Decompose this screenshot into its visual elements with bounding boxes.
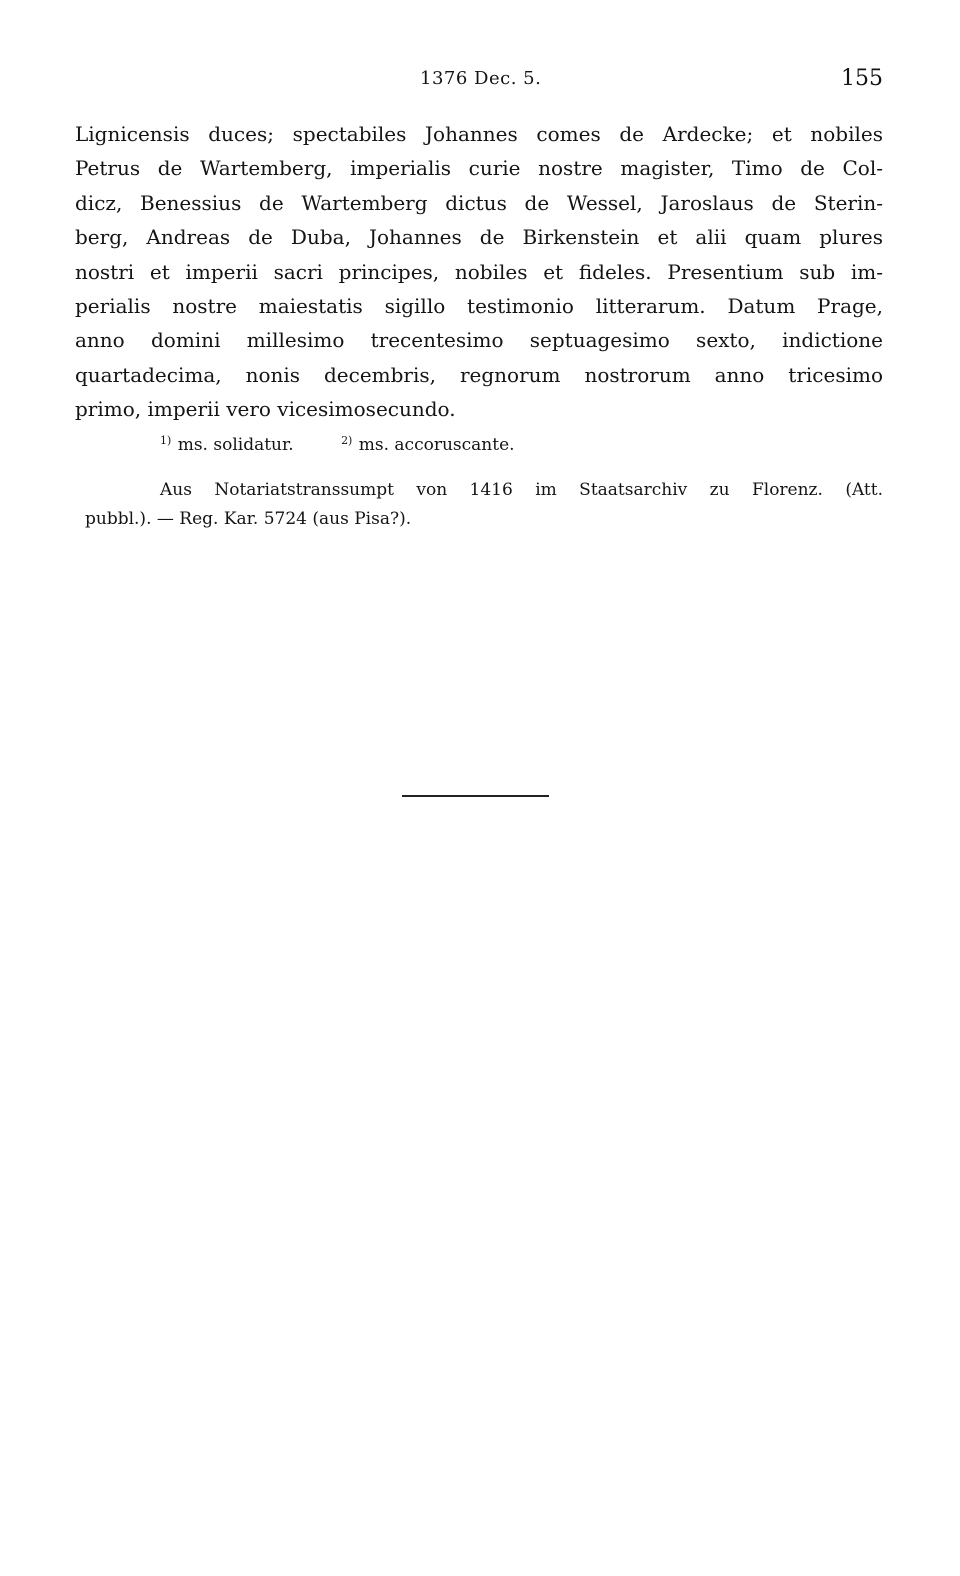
text-line: berg, Andreas de Duba, Johannes de Birkenstein et alii quam plures bbox=[75, 225, 883, 250]
page-number: 155 bbox=[841, 66, 883, 91]
footnote-mark: 1) bbox=[160, 434, 172, 447]
source-note bbox=[85, 476, 883, 534]
footnote-text: ms. accoruscante. bbox=[358, 435, 515, 455]
text-line: Petrus de Wartemberg, imperialis curie nostre magister, Timo de Col- bbox=[75, 156, 883, 181]
running-head bbox=[75, 66, 883, 96]
text-line: primo, imperii vero vicesimosecundo. bbox=[75, 397, 456, 422]
text-line: perialis nostre maiestatis sigillo testimonio litterarum. Datum Prage, bbox=[75, 293, 883, 318]
source-line: pubbl.). — Reg. Kar. 5724 (aus Pisa?). bbox=[85, 509, 412, 529]
footnote bbox=[160, 434, 294, 455]
footnotes bbox=[160, 434, 515, 455]
header-date: 1376 Dec. 5. bbox=[420, 68, 542, 89]
footnote-text: ms. solidatur. bbox=[177, 435, 294, 455]
text-line: nostri et imperii sacri principes, nobiles et fideles. Presentium sub im- bbox=[75, 259, 883, 284]
text-line: dicz, Benessius de Wartemberg dictus de Wessel, Jaroslaus de Sterin- bbox=[75, 190, 883, 215]
body-paragraph bbox=[75, 117, 883, 427]
footnote bbox=[341, 434, 514, 455]
section-divider bbox=[402, 795, 549, 797]
source-line: Aus Notariatstranssumpt von 1416 im Staatsarchiv zu Florenz. (Att. bbox=[160, 480, 883, 500]
text-line: anno domini millesimo trecentesimo septuagesimo sexto, indictione bbox=[75, 328, 883, 353]
text-line: quartadecima, nonis decembris, regnorum nostrorum anno tricesimo bbox=[75, 362, 883, 387]
footnote-mark: 2) bbox=[341, 434, 353, 447]
text-line: Lignicensis duces; spectabiles Johannes comes de Ardecke; et nobiles bbox=[75, 122, 883, 146]
